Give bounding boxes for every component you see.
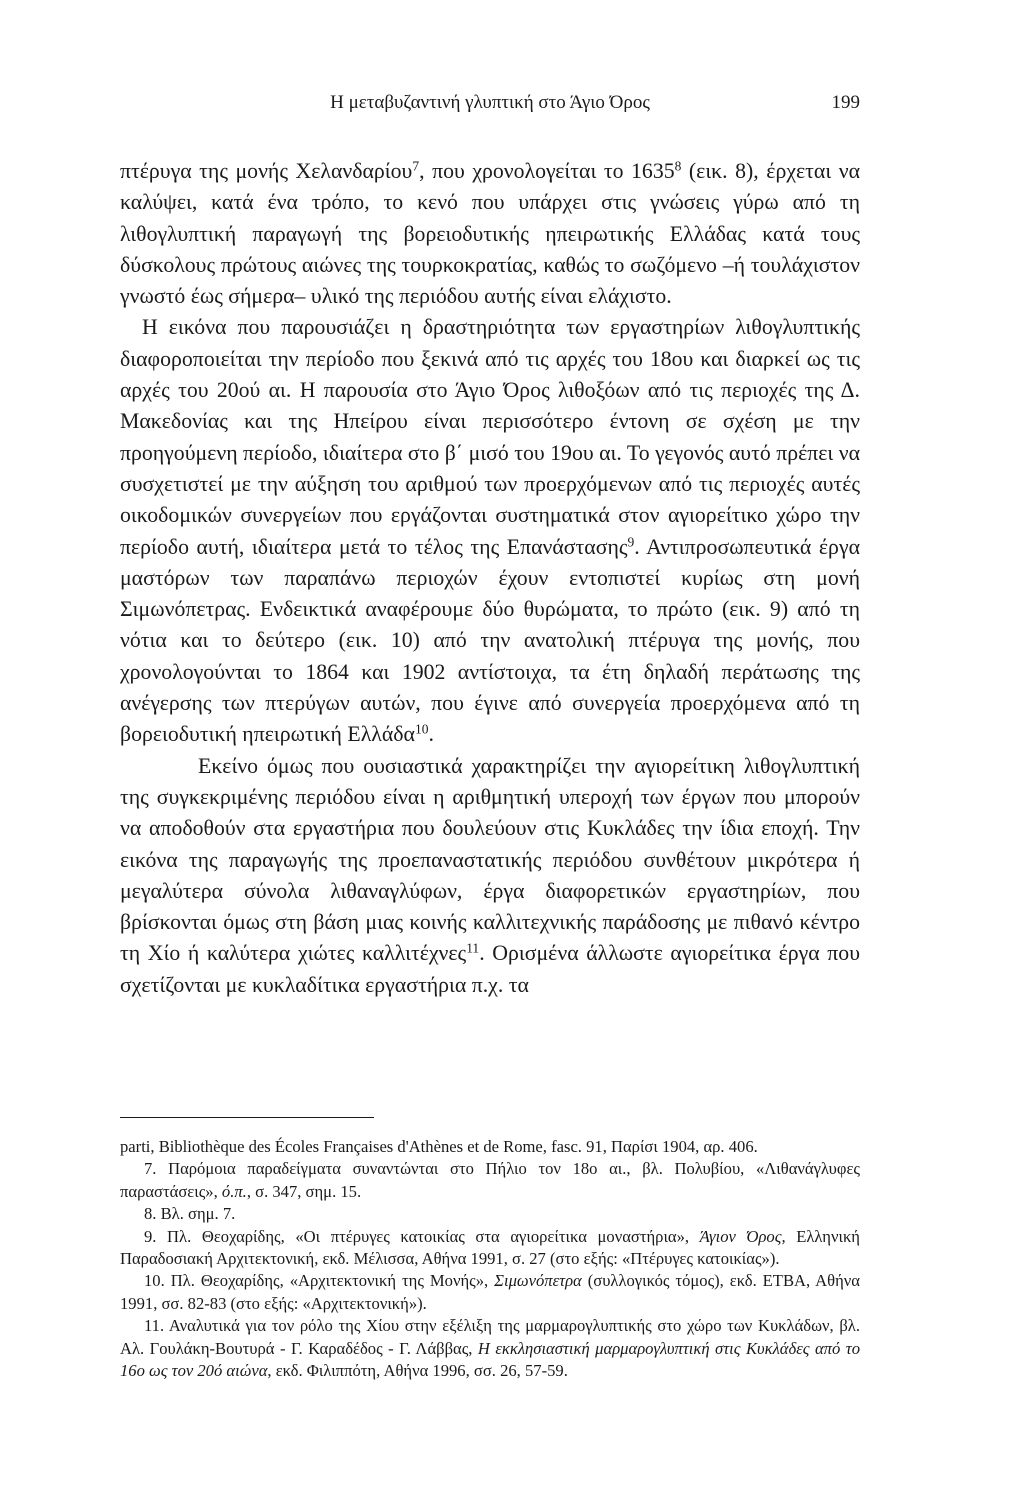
text-run: , εκδ. Φιλιππότη, Αθήνα 1996, σσ. 26, 57-59. bbox=[267, 1361, 568, 1381]
footnote-7 bbox=[120, 1158, 860, 1203]
footnote-8: 8. Βλ. σημ. 7. bbox=[144, 1204, 236, 1224]
text-run-italic: ό.π. bbox=[221, 1181, 247, 1201]
text-run: 7. Παρόμοια παραδείγματα συναντώνται στο Πήλιο τον 18ο αι., βλ. Πολυβίου, «Λιθανάγλυφες παραστάσεις», bbox=[120, 1159, 860, 1201]
text-run: 11. Αναλυτικά για τον ρόλο της Χίου στην εξέλιξη της μαρμαρογλυπτικής στο χώρο των Κυκλάδων, βλ. Αλ. Γουλάκη-Βουτυρά - Γ. Καραδέδος - Γ. Λάββας, bbox=[120, 1316, 860, 1358]
footnote-ref-11: 11 bbox=[466, 941, 480, 956]
text-run: . bbox=[428, 722, 434, 747]
text-run-italic: Σιμωνόπετρα bbox=[494, 1271, 582, 1291]
running-title: Η μεταβυζαντινή γλυπτική στο Άγιο Όρος bbox=[330, 92, 650, 113]
text-run: 9. Πλ. Θεοχαρίδης, «Οι πτέρυγες κατοικίας στα αγιορείτικα μοναστήρια», bbox=[144, 1226, 700, 1246]
footnote-ref-8: 8 bbox=[674, 158, 682, 174]
footnote-ref-9: 9 bbox=[627, 534, 635, 550]
footnote-ref-10: 10 bbox=[414, 721, 429, 737]
footnote-11 bbox=[120, 1315, 860, 1382]
footnote-ref-7: 7 bbox=[412, 158, 420, 174]
page-number: 199 bbox=[831, 92, 860, 113]
text-run: , που χρονολογείται το 1635 bbox=[419, 159, 675, 183]
body-text bbox=[120, 156, 860, 1001]
page bbox=[120, 92, 860, 1382]
text-run-italic: Η εκκλησιαστική μαρμαρογλυπτική στις Κυκλάδες από το 16ο ως τον 20ό αιώνα bbox=[120, 1338, 860, 1381]
footnote-divider bbox=[120, 1117, 374, 1118]
footnote-10 bbox=[120, 1270, 860, 1315]
text-run: 10. Πλ. Θεοχαρίδης, «Αρχιτεκτονική της Μονής», bbox=[144, 1271, 495, 1291]
text-run-italic: Άγιον Όρος, bbox=[699, 1226, 797, 1246]
text-run: πτέρυγα της μονής Χελανδαρίου bbox=[120, 159, 413, 183]
text-run: , σ. 347, σημ. 15. bbox=[246, 1181, 362, 1201]
text-run: (συλλογικός τόμος), εκδ. ΕΤΒΑ, Αθήνα 1991, σσ. 82-83 (στο εξής: «Αρχιτεκτονική»). bbox=[120, 1271, 860, 1313]
running-header bbox=[120, 92, 860, 122]
paragraph-2 bbox=[120, 312, 860, 750]
text-run: . Ορισμένα άλλωστε αγιορείτικα έργα που σχετίζονται με κυκλαδίτικα εργαστήρια π.χ. τα bbox=[120, 941, 860, 997]
paragraph-1 bbox=[120, 156, 860, 312]
text-run: (εικ. 8), έρχεται να καλύψει, κατά ένα τρόπο, το κενό που υπάρχει στις γνώσεις γύρω από τη λιθογλυπτική παραγωγή της βορειοδυτικής ηπειρωτικής Ελλάδας κατά τους δύσκολους πρώτους αιώνες της τουρκοκρατίας, καθώς το σωζόμενο –ή τουλάχιστον γνωστό έως σήμερα– υλικό της περιόδου αυτής είναι ελάχιστο. bbox=[120, 159, 860, 309]
text-run: Εκείνο όμως που ουσιαστικά χαρακτηρίζει την αγιορείτικη λιθογλυπτική της συγκεκριμένης περιόδου είναι η αριθμητική υπεροχή των έργων που μπορούν να αποδοθούν στα εργαστήρια που δουλεύουν στις Κυκλάδες την ίδια εποχή. Την εικόνα της παραγωγής της προεπαναστατικής περιόδου συνθέτουν μικρότερα ή μεγαλύτερα σύνολα λιθαναγλύφων, έργα διαφορετικών εργαστηρίων, που βρίσκονται όμως στη βάση μιας κοινής καλλιτεχνικής παράδοσης με πιθανό κέντρο τη Χίο ή καλύτερα χιώτες καλλιτέχνες bbox=[120, 753, 860, 966]
text-run: . Αντιπροσωπευτικά έργα μαστόρων των παραπάνω περιοχών έχουν εντοπιστεί κυρίως στη μονή Σιμωνόπετρας. Ενδεικτικά αναφέρουμε δύο θυρώματα, το πρώτο (εικ. 9) από τη νότια και το δεύτερο (εικ. 10) από την ανατολική πτέρυγα της μονής, που χρονολογούνται το 1864 και 1902 αντίστοιχα, τα έτη δηλαδή περάτωσης της ανέγερσης των πτερύγων αυτών, που έγινε από συνεργεία προερχόμενα από τη βορειοδυτική ηπειρωτική Ελλάδα bbox=[120, 534, 860, 747]
footnotes bbox=[120, 1136, 860, 1382]
text-run: Ελληνική Παραδοσιακή Αρχιτεκτονική, εκδ. Μέλισσα, Αθήνα 1991, σ. 27 (στο εξής: «Πτέρυγες κατοικίας»). bbox=[120, 1226, 860, 1269]
paragraph-3 bbox=[120, 751, 860, 1001]
footnote-continuation: parti, Bibliothèque des Écoles Françaises d'Athènes et de Rome, fasc. 91, Παρίσι 1904, αρ. 406. bbox=[120, 1137, 758, 1157]
footnote-9 bbox=[120, 1226, 860, 1271]
text-run: Η εικόνα που παρουσιάζει η δραστηριότητα των εργαστηρίων λιθογλυπτικής διαφοροποιείται την περίοδο που ξεκινά από τις αρχές του 18ου και διαρκεί ως τις αρχές του 20ού αι. Η παρουσία στο Άγιο Όρος λιθοξόων από τις περιοχές της Δ. Μακεδονίας και της Ηπείρου είναι περισσότερο έντονη σε σχέση με την προηγούμενη περίοδο, ιδιαίτερα στο β΄ μισό του 19ου αι. Το γεγονός αυτό πρέπει να συσχετιστεί με την αύξηση του αριθμού των προερχόμενων από τις περιοχές αυτές οικοδομικών συνεργείων που εργάζονται συστηματικά στον αγιορείτικο χώρο την περίοδο αυτή, ιδιαίτερα μετά το τέλος της Επανάστασης bbox=[120, 315, 860, 559]
